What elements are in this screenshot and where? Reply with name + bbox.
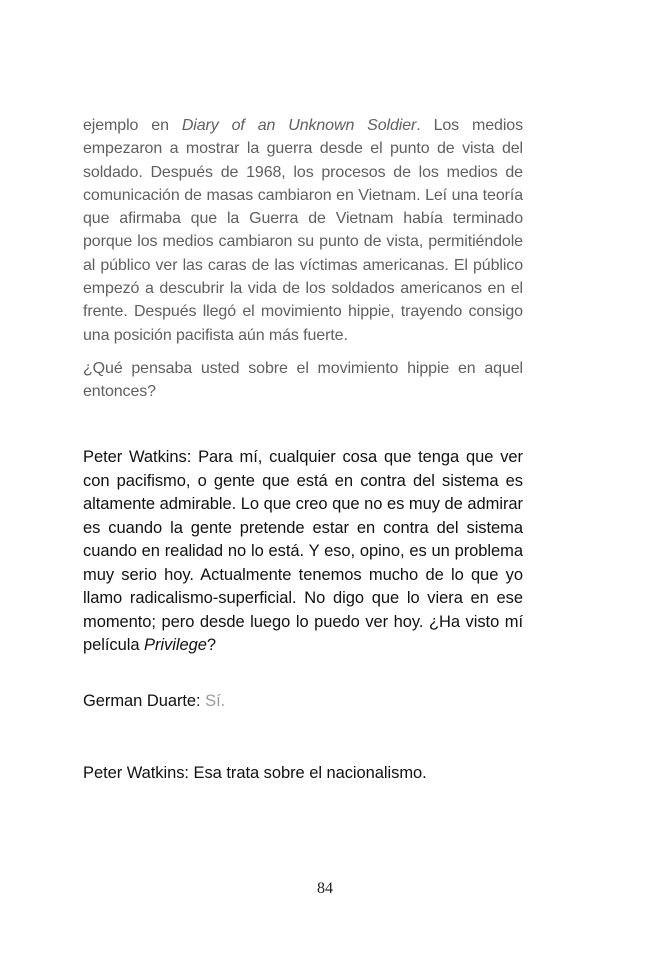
- film-title-privilege: Privilege: [144, 636, 207, 654]
- answer-watkins-1-text-2: ?: [206, 636, 216, 654]
- answer-watkins-1: [83, 446, 523, 658]
- answer-duarte: [83, 690, 523, 714]
- answer-watkins-2: [83, 762, 523, 786]
- answer-watkins-2-text: Esa trata sobre el nacionalismo.: [188, 764, 427, 782]
- speaker-label: German Duarte:: [83, 692, 201, 710]
- answer-duarte-text: Sí.: [200, 692, 226, 710]
- speaker-label: Peter Watkins:: [83, 448, 192, 466]
- speaker-label: Peter Watkins:: [83, 764, 189, 782]
- page-number: 84: [317, 880, 333, 897]
- interviewer-question: ¿Qué pensaba usted sobre el movimiento hippie en aquel entonces?: [83, 360, 523, 401]
- film-title-diary: Diary of an Unknown Soldier: [181, 117, 417, 134]
- answer-watkins-1-text-1: Para mí, cualquier cosa que tenga que ver con pacifismo, o gente que está en contra del sistema es altamente admirable. Lo que creo que no es muy de admirar es cuando la gente pretende estar en contra del sistema cuando en realidad no lo está. Y eso, opino, es un problema muy serio hoy. Actualmente tenemos mucho de lo que yo llamo radicalismo-superficial. No digo que lo viera en ese momento; pero desde luego lo puedo ver hoy. ¿Ha visto mí película: [83, 448, 523, 654]
- paragraph-intro: [83, 114, 523, 347]
- paragraph-intro-text-1: ejemplo en: [83, 117, 182, 134]
- paragraph-intro-text-2: . Los medios empezaron a mostrar la guerra desde el punto de vista del soldado. Después de 1968, los procesos de los medios de comunicación de masas cambiaron en Vietnam. Leí una teoría que afirmaba que la Guerra de Vietnam había terminado porque los medios cambiaron su punto de vista, permitiéndole al público ver las caras de las víctimas americanas. El público empezó a descubrir la vida de los soldados americanos en el frente. Después llegó el movimiento hippie, trayendo consigo una posición pacifista aún más fuerte.: [83, 117, 524, 344]
